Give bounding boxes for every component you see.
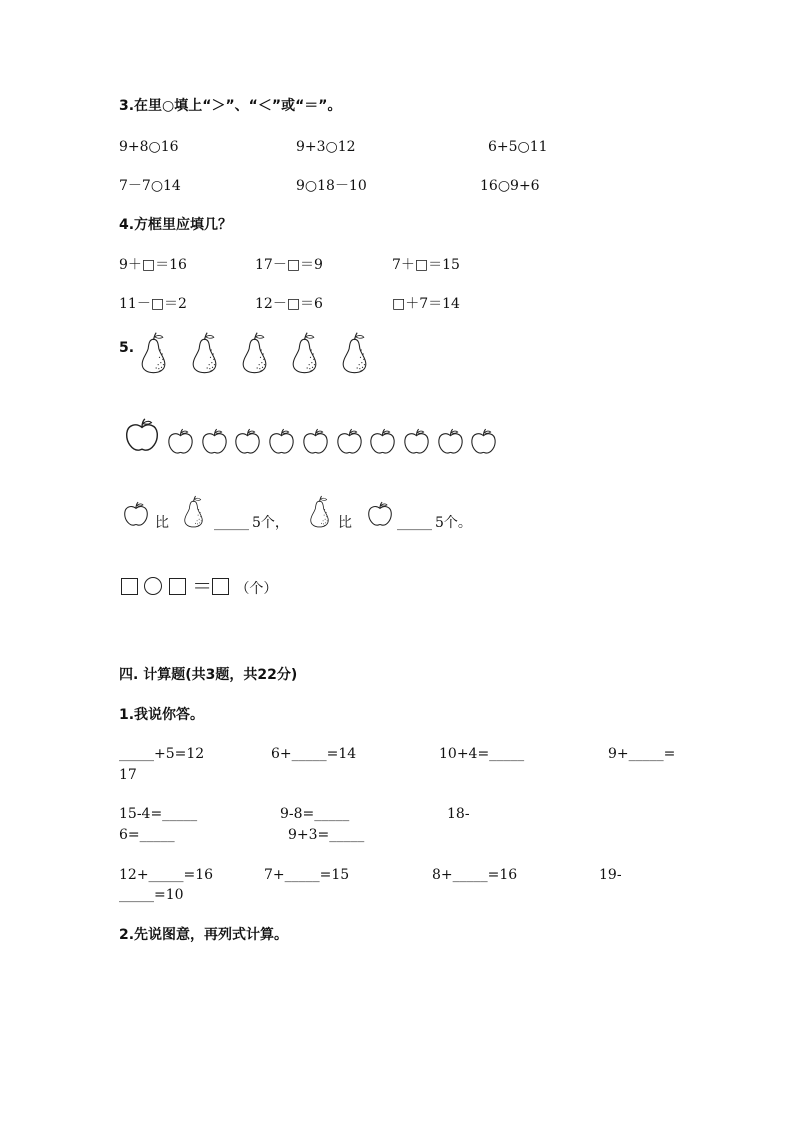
q4-title: 4.方框里应填几？: [119, 217, 233, 233]
operator-circle[interactable]: [144, 577, 162, 595]
pear-icon: [187, 330, 222, 378]
s4-q1-l2-wrap-a: 6=_____: [119, 827, 175, 843]
s4-q2-title: 2.先说图意，再列式计算。: [119, 927, 289, 943]
q3-r2-c2: 9○18－10: [296, 178, 367, 194]
pear-icon: [303, 494, 336, 532]
compare1-blank: _____: [214, 515, 249, 531]
q4-r1-c1: 9＋□＝16: [119, 257, 187, 273]
s4-q1-l1-wrap: 17: [119, 767, 137, 783]
q3-r1-c1: 9+8○16: [119, 139, 179, 155]
apple-icon: [469, 427, 498, 460]
s4-q1-l2-a: 15-4=_____: [119, 806, 198, 822]
q5-number: 5.: [119, 340, 135, 356]
compare1-tail: 5个，: [252, 515, 289, 531]
pear-icon: [237, 330, 272, 378]
equals-sign: ＝: [192, 574, 213, 598]
q4-r2-c2: 12－□＝6: [255, 296, 323, 312]
s4-q1-l3-c: 8+_____=16: [432, 867, 518, 883]
s4-q1-l2-c: 18-: [447, 806, 470, 822]
q3-r2-c3: 16○9+6: [480, 178, 540, 194]
pear-icon: [136, 330, 171, 378]
apple-icon: [123, 416, 161, 458]
equation-template: [121, 576, 277, 596]
q3-title: 3.在里○填上“＞”、“＜”或“＝”。: [119, 98, 342, 114]
s4-q1-l2-wrap-b: 9+3=_____: [288, 827, 365, 843]
compare1-bi: 比: [155, 515, 169, 531]
pear-icon: [287, 330, 322, 378]
s4-q1-l3-b: 7+_____=15: [264, 867, 350, 883]
s4-q1-l1-a: _____+5=12: [119, 746, 205, 762]
q3-r1-c2: 9+3○12: [296, 139, 356, 155]
s4-q1-l1-d: 9+_____=: [608, 746, 676, 762]
s4-q1-l3-wrap: _____=10: [119, 887, 184, 903]
apple-icon: [166, 427, 195, 460]
answer-box[interactable]: [169, 578, 186, 595]
s4-q1-l1-b: 6+_____=14: [271, 746, 357, 762]
apple-icon: [200, 427, 229, 460]
apple-icon: [335, 427, 364, 460]
apple-icon: [233, 427, 262, 460]
compare2-blank: _____: [397, 515, 432, 531]
pear-icon: [177, 494, 210, 532]
q3-r2-c1: 7－7○14: [119, 178, 181, 194]
apple-icon: [267, 427, 296, 460]
q4-r2-c3: □＋7＝14: [392, 296, 460, 312]
section4-title: 四. 计算题(共3题，共22分): [119, 667, 298, 683]
compare2-bi: 比: [338, 515, 352, 531]
apple-icon: [122, 500, 150, 532]
compare2-tail: 5个。: [435, 515, 472, 531]
q4-r2-c1: 11－□＝2: [119, 296, 187, 312]
apple-icon: [402, 427, 431, 460]
s4-q1-l3-a: 12+_____=16: [119, 867, 214, 883]
s4-q1-l3-d: 19-: [599, 867, 622, 883]
q4-r1-c3: 7＋□＝15: [392, 257, 460, 273]
apple-icon: [366, 500, 394, 532]
s4-q1-title: 1.我说你答。: [119, 707, 205, 723]
apple-icon: [436, 427, 465, 460]
answer-box[interactable]: [212, 578, 229, 595]
pear-icon: [337, 330, 372, 378]
s4-q1-l2-b: 9-8=_____: [280, 806, 350, 822]
unit-label: （个）: [235, 581, 278, 597]
apple-icon: [368, 427, 397, 460]
q4-r1-c2: 17－□＝9: [255, 257, 323, 273]
s4-q1-l1-c: 10+4=_____: [439, 746, 525, 762]
answer-box[interactable]: [121, 578, 138, 595]
apple-icon: [301, 427, 330, 460]
q3-r1-c3: 6+5○11: [488, 139, 548, 155]
